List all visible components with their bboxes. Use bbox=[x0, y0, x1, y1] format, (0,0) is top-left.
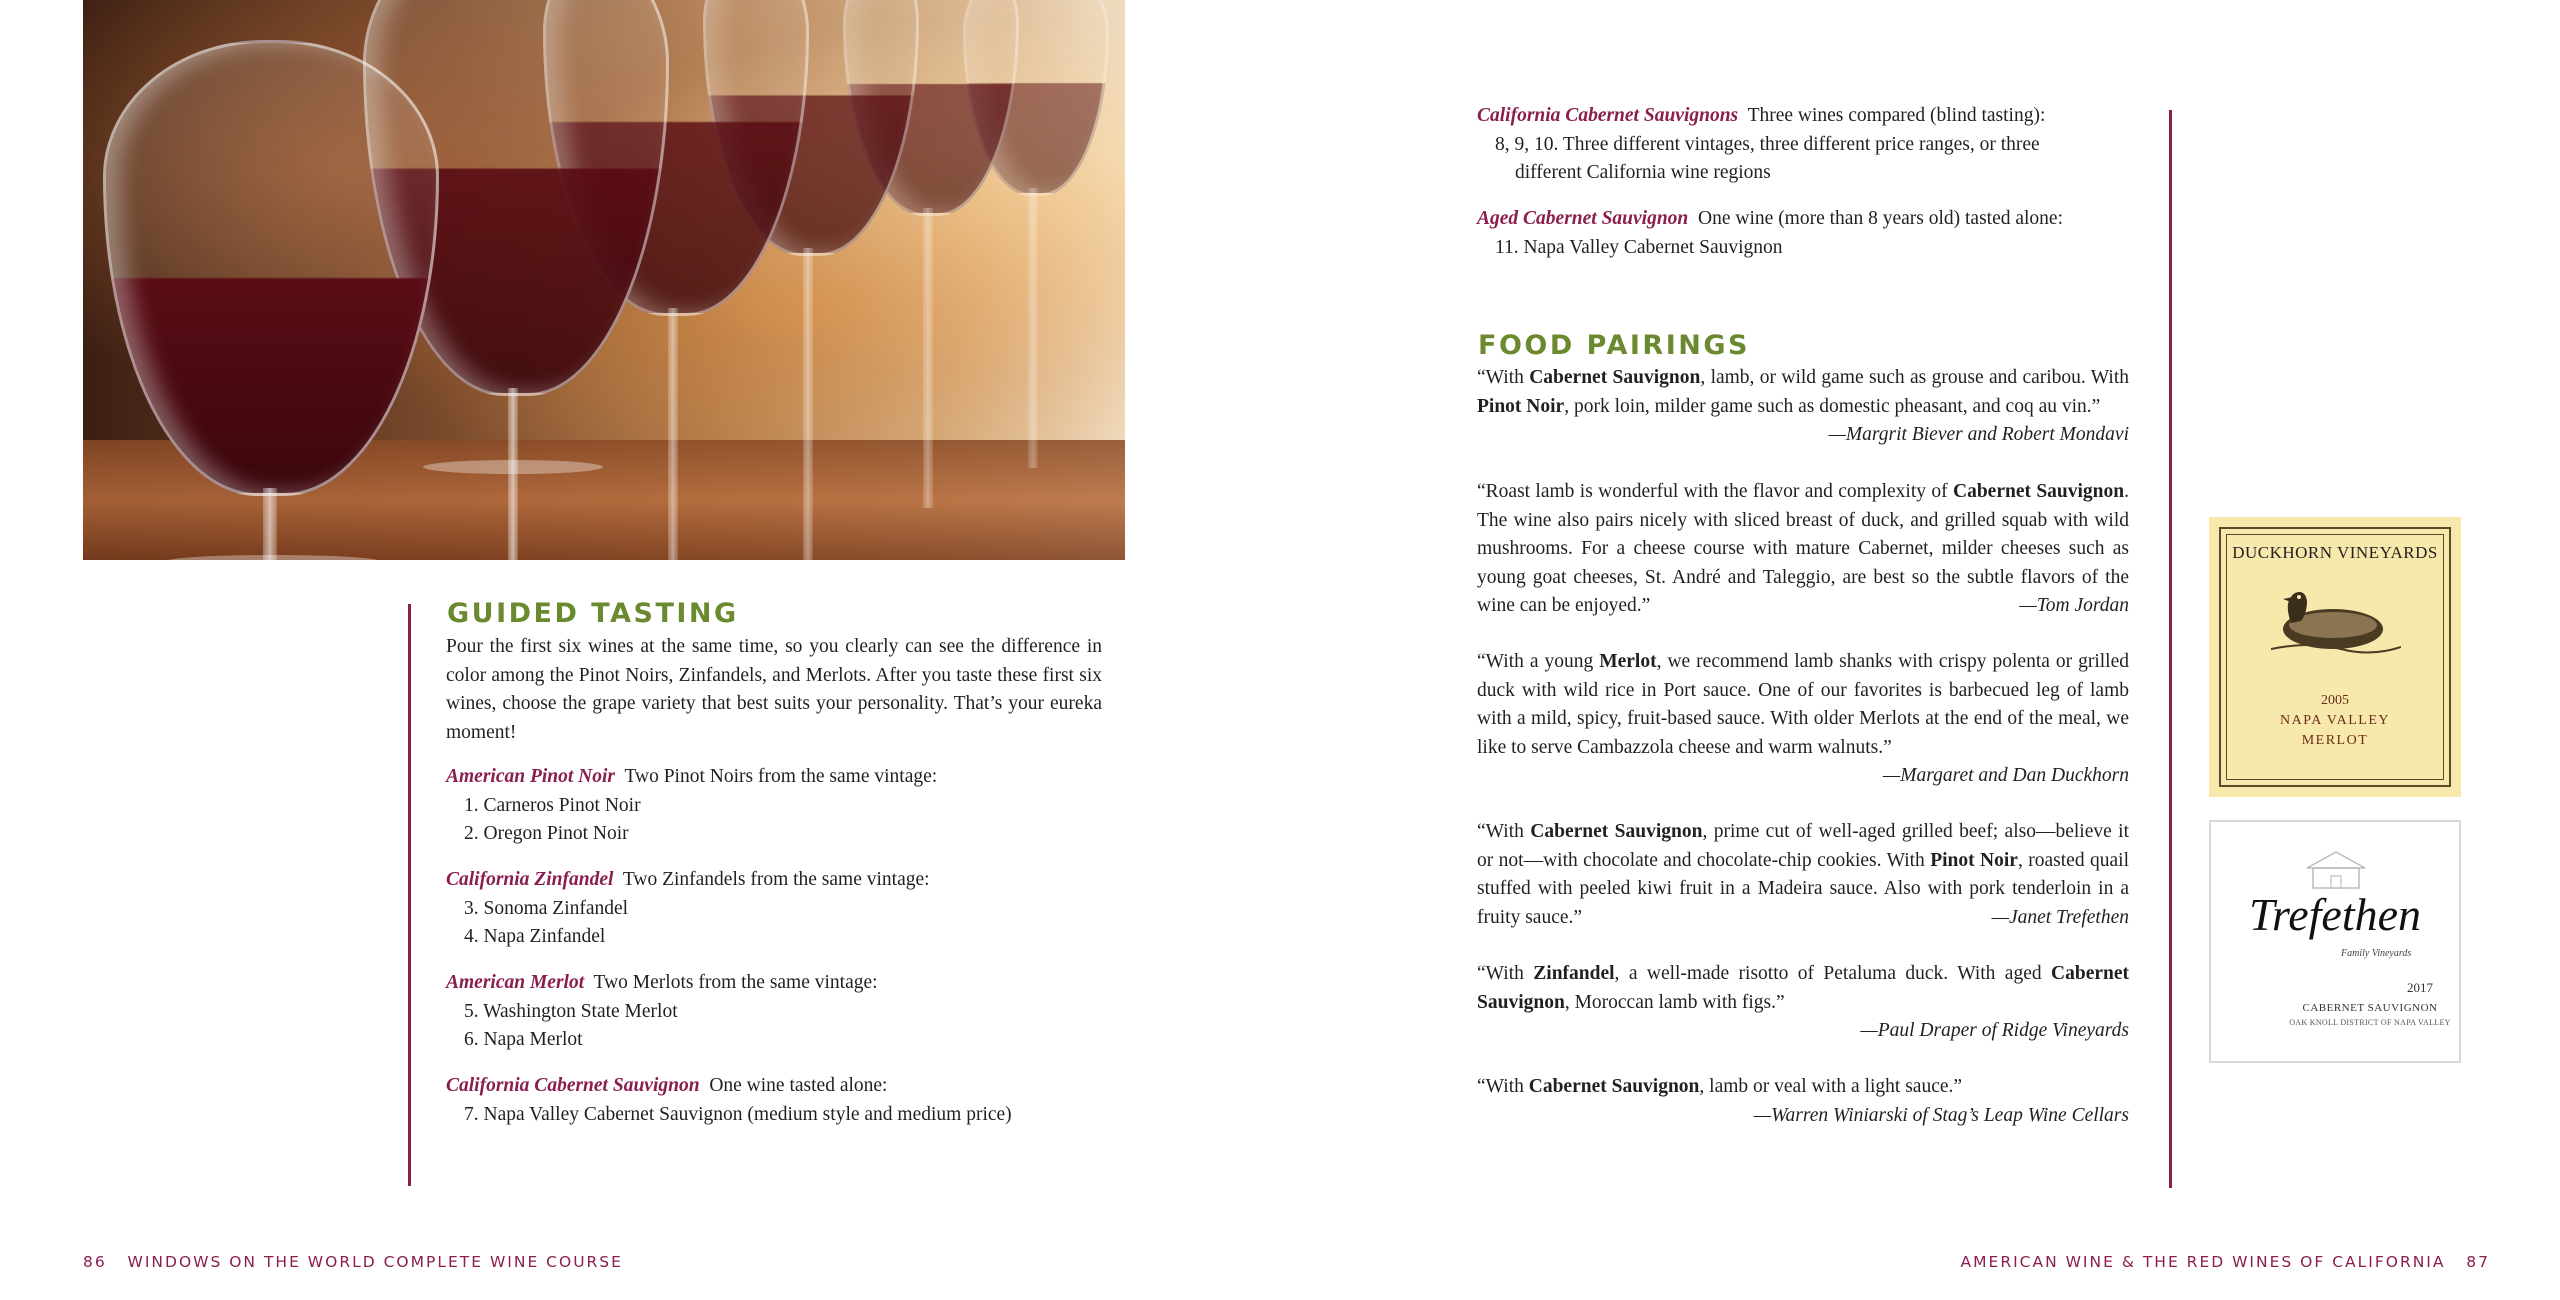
list-item: different California wine regions bbox=[1515, 162, 1771, 183]
quote-attribution: —Paul Draper of Ridge Vineyards bbox=[1860, 1020, 2129, 1041]
quote-duckhorn: “With a young Merlot, we recommend lamb shanks with crispy polenta or grilled duck with wild rice in Port sauce. One of our favorites is barbecued leg of lamb with a mild, spicy, fruit-based sauce. With older Merlots at the end of the meal, we like to serve Cambazzola cheese and warm walnuts.” —Margaret and Dan Duckhorn bbox=[1477, 648, 2129, 791]
food-pairings-heading: FOOD PAIRINGS bbox=[1478, 330, 1750, 361]
quote-draper: “With Zinfandel, a well-made risotto of Petaluma duck. With aged Cabernet Sauvignon, Moroccan lamb with figs.” —Paul Draper of Ridge Vineyards bbox=[1477, 960, 2129, 1046]
duck-icon bbox=[2271, 579, 2401, 659]
quote-winiarski: “With Cabernet Sauvignon, lamb or veal with a light sauce.” —Warren Winiarski of Stag’s Leap Wine Cellars bbox=[1477, 1073, 2129, 1130]
label-vintage: 2005 bbox=[2321, 693, 2349, 708]
list-item: 7. Napa Valley Cabernet Sauvignon (medium style and medium price) bbox=[464, 1103, 1012, 1125]
trefethen-cabernet-label bbox=[2209, 820, 2461, 1063]
flight-california-zinfandel bbox=[446, 866, 1116, 952]
right-vertical-rule bbox=[2169, 110, 2172, 1188]
wine-glass-front bbox=[103, 40, 433, 560]
flight-american-merlot bbox=[446, 969, 1116, 1055]
list-item: 8, 9, 10. Three different vintages, three different price ranges, or three bbox=[1495, 133, 2040, 155]
duckhorn-merlot-label bbox=[2209, 517, 2461, 797]
label-vintage: 2017 bbox=[2407, 980, 2433, 995]
quote-mondavi: “With Cabernet Sauvignon, lamb, or wild game such as grouse and caribou. With Pinot Noir, pork loin, milder game such as domestic pheasant, and coq au vin.” —Margrit Biever and Robert Mondavi bbox=[1477, 364, 2129, 450]
quote-attribution: —Tom Jordan bbox=[2019, 595, 2129, 616]
quote-attribution: —Warren Winiarski of Stag’s Leap Wine Cellars bbox=[1753, 1104, 2129, 1126]
flight-name: American Pinot Noir bbox=[446, 766, 616, 787]
flight-name: California Cabernet Sauvignons bbox=[1477, 105, 1739, 126]
label-district: OAK KNOLL DISTRICT OF NAPA VALLEY bbox=[2289, 1018, 2451, 1027]
page-number-left: 86 bbox=[83, 1253, 107, 1271]
flight-desc: One wine tasted alone: bbox=[709, 1075, 888, 1096]
quote-attribution: —Janet Trefethen bbox=[1991, 906, 2129, 928]
list-item: 5. Washington State Merlot bbox=[464, 1000, 678, 1022]
list-item: 6. Napa Merlot bbox=[464, 1029, 583, 1050]
flight-name: California Cabernet Sauvignon bbox=[446, 1075, 700, 1096]
label-winery: Trefethen bbox=[2248, 889, 2422, 940]
quote-attribution: —Margrit Biever and Robert Mondavi bbox=[1828, 424, 2129, 445]
flight-name: California Zinfandel bbox=[446, 869, 614, 890]
right-footer bbox=[1961, 1253, 2490, 1271]
flight-name: Aged Cabernet Sauvignon bbox=[1477, 208, 1689, 229]
winery-building-icon bbox=[2303, 848, 2369, 892]
label-variety: MERLOT bbox=[2301, 733, 2369, 748]
left-footer bbox=[83, 1253, 623, 1271]
flight-california-cabernets bbox=[1477, 102, 2157, 188]
list-item: 3. Sonoma Zinfandel bbox=[464, 897, 629, 919]
quote-attribution: —Margaret and Dan Duckhorn bbox=[1882, 765, 2129, 786]
flight-california-cabernet bbox=[446, 1072, 1126, 1129]
flight-desc: One wine (more than 8 years old) tasted alone: bbox=[1698, 208, 2064, 229]
book-title: WINDOWS ON THE WORLD COMPLETE WINE COURSE bbox=[127, 1253, 623, 1271]
wine-glasses-photo bbox=[83, 0, 1125, 560]
flight-desc: Two Merlots from the same vintage: bbox=[593, 972, 878, 993]
label-subtitle: Family Vineyards bbox=[2341, 948, 2412, 959]
flight-desc: Two Zinfandels from the same vintage: bbox=[622, 869, 930, 890]
page-number-right: 87 bbox=[2466, 1253, 2490, 1271]
guided-tasting-heading: GUIDED TASTING bbox=[447, 598, 739, 629]
guided-tasting-intro: Pour the first six wines at the same time, so you clearly can see the difference in color among the Pinot Noirs, Zinfandels, and Merlots. After you taste these first six wines, choose the grape variety that best suits your personality. That’s your eureka moment! bbox=[446, 636, 1102, 743]
flight-aged-cabernet bbox=[1477, 205, 2157, 262]
label-variety: CABERNET SAUVIGNON bbox=[2302, 1002, 2438, 1014]
flight-desc: Two Pinot Noirs from the same vintage: bbox=[624, 766, 938, 787]
quote-trefethen: “With Cabernet Sauvignon, prime cut of well-aged grilled beef; also—believe it or not—with chocolate and chocolate-chip cookies. With Pinot Noir, roasted quail stuffed with peeled kiwi fruit in a Madeira sauce. Also with pork tenderloin in a fruity sauce.” —Janet Trefethen bbox=[1477, 818, 2129, 932]
flight-desc: Three wines compared (blind tasting): bbox=[1747, 105, 2046, 126]
list-item: 2. Oregon Pinot Noir bbox=[464, 823, 629, 844]
flight-american-pinot-noir bbox=[446, 763, 1116, 849]
flight-name: American Merlot bbox=[446, 972, 585, 993]
quote-jordan: “Roast lamb is wonderful with the flavor and complexity of Cabernet Sauvignon. The wine also pairs nicely with sliced breast of duck, and grilled squab with wild mushrooms. For a cheese course with mature Cabernet, milder cheeses such as young goat cheeses, St. André and Taleggio, are best so the subtle flavors of the wine can be enjoyed.” —Tom Jordan bbox=[1477, 478, 2129, 621]
left-vertical-rule bbox=[408, 604, 411, 1186]
label-region: NAPA VALLEY bbox=[2280, 713, 2390, 728]
label-winery: DUCKHORN VINEYARDS bbox=[2232, 543, 2438, 562]
list-item: 4. Napa Zinfandel bbox=[464, 926, 606, 947]
list-item: 1. Carneros Pinot Noir bbox=[464, 794, 641, 816]
list-item: 11. Napa Valley Cabernet Sauvignon bbox=[1495, 236, 1783, 258]
chapter-title: AMERICAN WINE & THE RED WINES OF CALIFORNIA bbox=[1960, 1253, 2446, 1271]
